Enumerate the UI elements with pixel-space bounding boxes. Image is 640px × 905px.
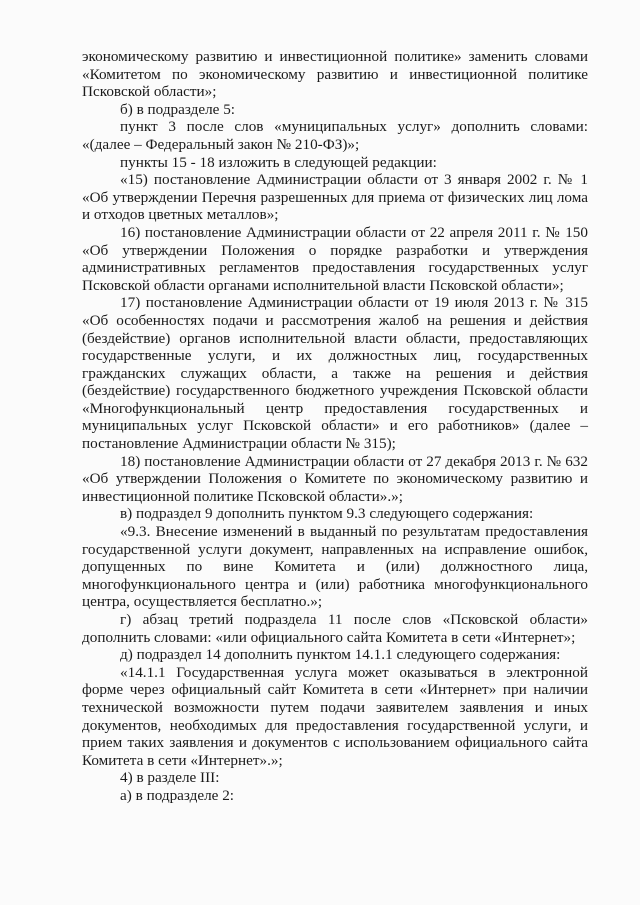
paragraph-point-14-1-1: «14.1.1 Государственная услуга может оказываться в электронной форме через официальный сайт Комитета в сети «Интернет» при наличии технической возможности путем подачи заявителем заявления и иных документов, необходимых для предоставления государственной услуги, и прием таких заявления и документов с использованием официального сайта Комитета в сети «Интернет».»; xyxy=(82,663,588,769)
paragraph-subsection-9: в) подраздел 9 дополнить пунктом 9.3 следующего содержания: xyxy=(120,505,534,523)
paragraph-subsection-5: б) в подразделе 5: xyxy=(120,100,236,118)
paragraph-point-3: пункт 3 после слов «муниципальных услуг» дополнить словами: «(далее – Федеральный закон № 210-ФЗ)»; xyxy=(82,118,588,153)
paragraph-subsection-2: а) в подразделе 2: xyxy=(120,786,235,804)
document-body xyxy=(82,48,588,805)
paragraph-item-16: 16) постановление Администрации области от 22 апреля 2011 г. № 150 «Об утверждении Положения о порядке разработки и утверждения административных регламентов предоставления государственных услуг Псковской области органами исполнительной власти Псковской области»; xyxy=(82,223,588,294)
paragraph-continuation: экономическому развитию и инвестиционной политике» заменить словами «Комитетом по экономическому развитию и инвестиционной политике Псковской области»; xyxy=(82,48,588,101)
paragraph-item-15: «15) постановление Администрации области от 3 января 2002 г. № 1 «Об утверждении Перечня разрешенных для приема от физических лиц лома и отходов цветных металлов»; xyxy=(82,171,588,224)
paragraph-point-9-3: «9.3. Внесение изменений в выданный по результатам предоставления государственной услуги документ, направленных на исправление ошибок, допущенных по вине Комитета и (или) должностного лица, многофункционального центра и (или) работника многофункционального центра, осуществляется бесплатно.»; xyxy=(82,523,588,611)
paragraph-item-17: 17) постановление Администрации области от 19 июля 2013 г. № 315 «Об особенностях подачи и рассмотрения жалоб на решения и действия (бездействие) органов исполнительной власти области, предоставляющих государственные услуги, и их должностных лиц, государственных гражданских служащих области, а также на решения и действия (бездействие) государственного бюджетного учреждения Псковской области «Многофункциональный центр предоставления государственных и муниципальных услуг Псковской области» и его работников» (далее – постановление Администрации области № 315); xyxy=(82,294,588,453)
paragraph-item-18: 18) постановление Администрации области от 27 декабря 2013 г. № 632 «Об утверждении Положения о Комитете по экономическому развитию и инвестиционной политике Псковской области».»; xyxy=(82,452,588,505)
paragraph-points-15-18: пункты 15 - 18 изложить в следующей редакции: xyxy=(120,153,437,171)
paragraph-section-3: 4) в разделе III: xyxy=(120,769,220,787)
paragraph-subsection-11: г) абзац третий подраздела 11 после слов «Псковской области» дополнить словами: «или официального сайта Комитета в сети «Интернет»; xyxy=(82,611,588,646)
paragraph-subsection-14: д) подраздел 14 дополнить пунктом 14.1.1 следующего содержания: xyxy=(120,646,561,664)
